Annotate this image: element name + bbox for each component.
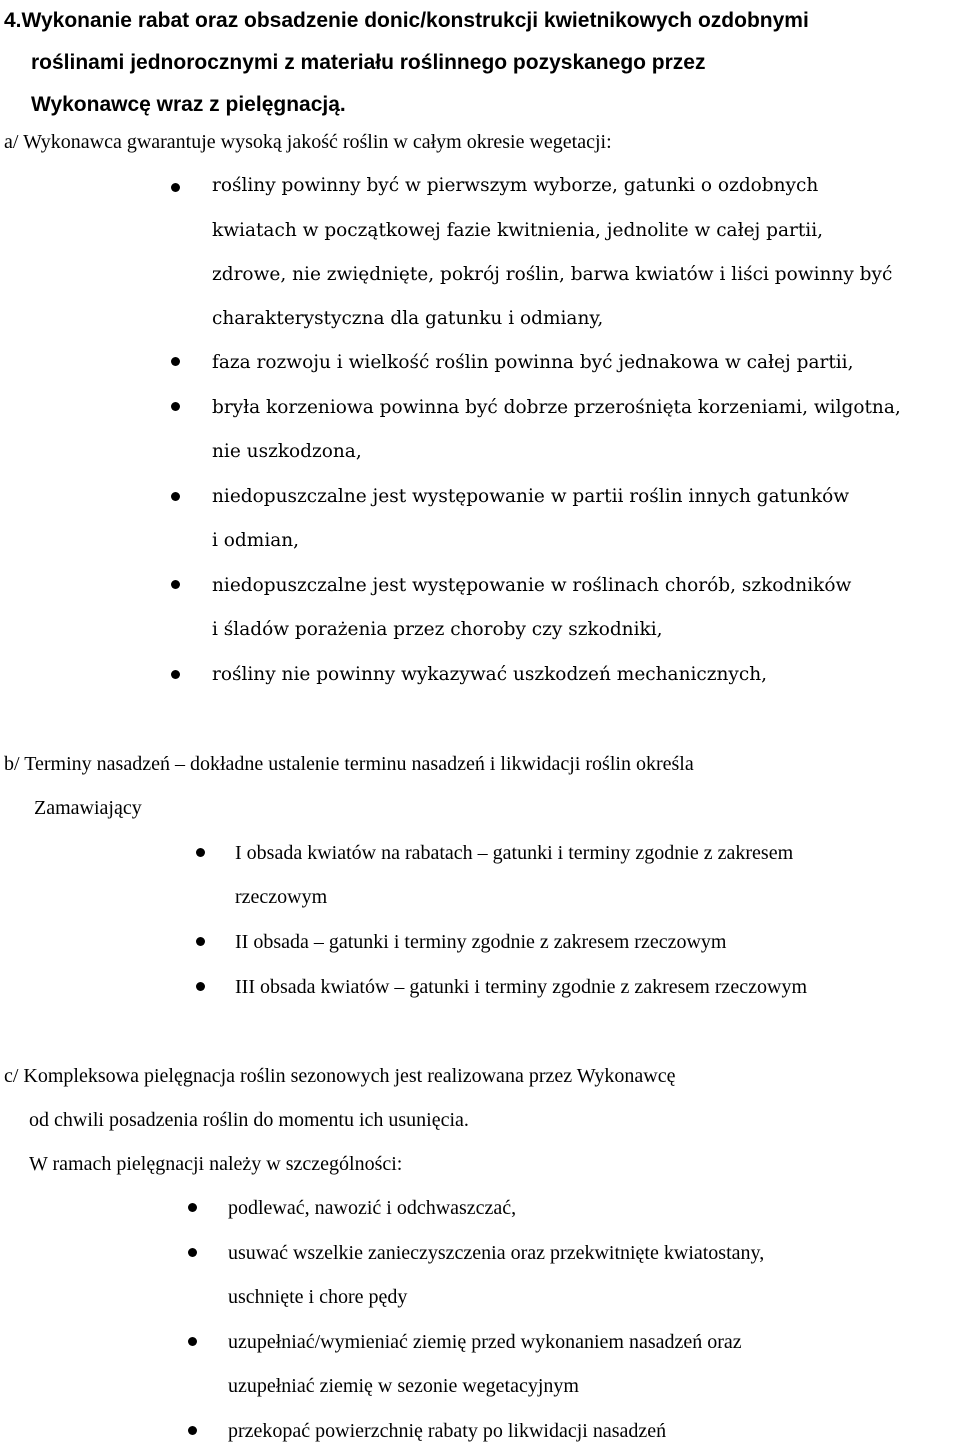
list-item-text: podlewać, nawozić i odchwaszczać,: [228, 1197, 517, 1219]
heading-line: roślinami jednorocznymi z materiału roślinnego pozyskanego przez: [31, 51, 706, 74]
list-item-text: uzupełniać/wymieniać ziemię przed wykonaniem nasadzeń oraz: [228, 1331, 742, 1353]
list-item-text: przekopać powierzchnię rabaty po likwidacji nasadzeń: [228, 1420, 667, 1442]
list-item-text: rośliny nie powinny wykazywać uszkodzeń mechanicznych,: [212, 664, 768, 685]
section-b-intro: b/ Terminy nasadzeń – dokładne ustalenie terminu nasadzeń i likwidacji roślin określa: [4, 753, 694, 775]
list-item-text: bryła korzeniowa powinna być dobrze przerośnięta korzeniami, wilgotna,: [212, 397, 901, 418]
list-item-text: faza rozwoju i wielkość roślin powinna być jednakowa w całej partii,: [212, 352, 854, 373]
list-item-text: uzupełniać ziemię w sezonie wegetacyjnym: [228, 1375, 579, 1397]
bullet-icon: [171, 402, 180, 411]
bullet-icon: [171, 492, 180, 501]
section-heading: [4, 0, 954, 126]
bullet-icon: [171, 183, 180, 192]
list-item-text: i odmian,: [212, 530, 300, 551]
section-c-intro: od chwili posadzenia roślin do momentu ich usunięcia.: [29, 1109, 469, 1131]
bullet-icon: [188, 1426, 197, 1435]
list-item-text: rzeczowym: [235, 886, 328, 908]
bullet-icon: [196, 848, 205, 857]
bullet-icon: [188, 1248, 197, 1257]
list-item-text: niedopuszczalne jest występowanie w roślinach chorób, szkodników: [212, 575, 852, 596]
list-item-text: nie uszkodzona,: [212, 441, 362, 462]
heading-line: Wykonawcę wraz z pielęgnacją.: [31, 93, 346, 116]
bullet-icon: [171, 670, 180, 679]
list-item-text: I obsada kwiatów na rabatach – gatunki i terminy zgodnie z zakresem: [235, 842, 794, 864]
section-c-intro: W ramach pielęgnacji należy w szczególności:: [29, 1153, 403, 1175]
bullet-icon: [196, 937, 205, 946]
list-item-text: uschnięte i chore pędy: [228, 1286, 408, 1308]
list-item-text: niedopuszczalne jest występowanie w partii roślin innych gatunków: [212, 486, 850, 507]
list-item-text: kwiatach w początkowej fazie kwitnienia, jednolite w całej partii,: [212, 220, 824, 241]
section-a-intro: a/ Wykonawca gwarantuje wysoką jakość roślin w całym okresie wegetacji:: [4, 131, 612, 153]
list-item-text: i śladów porażenia przez choroby czy szkodniki,: [212, 619, 663, 640]
heading-line: 4.Wykonanie rabat oraz obsadzenie donic/konstrukcji kwietnikowych ozdobnymi: [4, 9, 809, 32]
list-item-text: charakterystyczna dla gatunku i odmiany,: [212, 308, 604, 329]
list-item-text: rośliny powinny być w pierwszym wyborze, gatunki o ozdobnych: [212, 175, 819, 196]
bullet-icon: [171, 580, 180, 589]
list-item-text: II obsada – gatunki i terminy zgodnie z zakresem rzeczowym: [235, 931, 727, 953]
section-c-intro: c/ Kompleksowa pielęgnacja roślin sezonowych jest realizowana przez Wykonawcę: [4, 1065, 676, 1087]
bullet-icon: [188, 1203, 197, 1212]
section-b-intro: Zamawiający: [34, 797, 142, 819]
bullet-icon: [171, 357, 180, 366]
list-item-text: III obsada kwiatów – gatunki i terminy zgodnie z zakresem rzeczowym: [235, 976, 808, 998]
list-item-text: zdrowe, nie zwiędnięte, pokrój roślin, barwa kwiatów i liści powinny być: [212, 264, 893, 285]
bullet-icon: [188, 1337, 197, 1346]
bullet-icon: [196, 982, 205, 991]
list-item-text: usuwać wszelkie zanieczyszczenia oraz przekwitnięte kwiatostany,: [228, 1242, 765, 1264]
